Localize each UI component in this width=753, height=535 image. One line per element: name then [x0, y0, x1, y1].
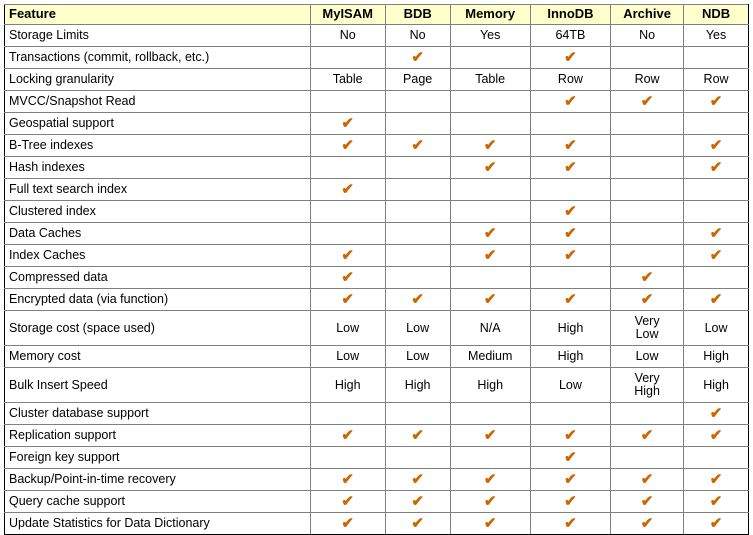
check-icon: [385, 491, 450, 513]
feature-name-cell: B-Tree indexes: [5, 135, 311, 157]
check-icon: [684, 491, 749, 513]
feature-name-cell: Compressed data: [5, 267, 311, 289]
empty-cell: [310, 201, 385, 223]
check-icon: [310, 179, 385, 201]
value-cell: Low: [385, 346, 450, 368]
check-icon: [450, 513, 530, 535]
value-cell: Row: [530, 69, 610, 91]
value-cell: High: [530, 346, 610, 368]
value-line: Very: [634, 370, 660, 385]
check-icon: [310, 491, 385, 513]
value-cell: Yes: [450, 25, 530, 47]
checkmark-glyph: ✔: [709, 136, 723, 154]
checkmark-glyph: ✔: [564, 246, 577, 264]
empty-cell: [530, 113, 610, 135]
check-icon: [450, 289, 530, 311]
table-row: [5, 69, 749, 91]
check-icon: [530, 491, 610, 513]
checkmark-glyph: ✔: [564, 202, 577, 220]
check-icon: [611, 469, 684, 491]
check-icon: [611, 513, 684, 535]
check-icon: [385, 47, 450, 69]
empty-cell: [450, 179, 530, 201]
checkmark-glyph: ✔: [411, 290, 424, 308]
check-icon: [450, 491, 530, 513]
empty-cell: [385, 157, 450, 179]
check-icon: [530, 425, 610, 447]
empty-cell: [684, 179, 749, 201]
checkmark-glyph: ✔: [709, 514, 723, 532]
empty-cell: [450, 403, 530, 425]
empty-cell: [611, 447, 684, 469]
header-row: [5, 5, 749, 25]
check-icon: [450, 157, 530, 179]
value-cell: Table: [310, 69, 385, 91]
column-header-engine-0: MyISAM: [310, 5, 385, 25]
empty-cell: [450, 201, 530, 223]
checkmark-glyph: ✔: [483, 224, 497, 242]
check-icon: [385, 469, 450, 491]
empty-cell: [310, 91, 385, 113]
column-header-engine-2: Memory: [450, 5, 530, 25]
table-row: [5, 403, 749, 425]
value-line: High: [634, 384, 660, 398]
check-icon: [611, 91, 684, 113]
checkmark-glyph: ✔: [483, 514, 497, 532]
check-icon: [684, 157, 749, 179]
check-icon: [684, 469, 749, 491]
empty-cell: [385, 223, 450, 245]
value-cell: Row: [611, 69, 684, 91]
check-icon: [530, 157, 610, 179]
value-cell: Row: [684, 69, 749, 91]
table-header: [5, 5, 749, 25]
value-cell: Low: [310, 346, 385, 368]
empty-cell: [385, 403, 450, 425]
check-icon: [450, 135, 530, 157]
check-icon: [530, 513, 610, 535]
checkmark-glyph: ✔: [564, 48, 577, 66]
checkmark-glyph: ✔: [564, 224, 577, 242]
table-row: [5, 513, 749, 535]
empty-cell: [385, 245, 450, 267]
check-icon: [450, 425, 530, 447]
check-icon: [684, 513, 749, 535]
check-icon: [310, 245, 385, 267]
value-cell: [611, 368, 684, 403]
check-icon: [530, 135, 610, 157]
check-icon: [385, 289, 450, 311]
check-icon: [684, 91, 749, 113]
value-cell: High: [530, 311, 610, 346]
column-header-feature: Feature: [5, 5, 311, 25]
value-cell: Yes: [684, 25, 749, 47]
checkmark-glyph: ✔: [483, 136, 497, 154]
check-icon: [310, 513, 385, 535]
check-icon: [450, 223, 530, 245]
check-icon: [310, 135, 385, 157]
check-icon: [684, 403, 749, 425]
empty-cell: [450, 91, 530, 113]
value-cell: High: [310, 368, 385, 403]
check-icon: [684, 223, 749, 245]
empty-cell: [611, 223, 684, 245]
table-row: [5, 135, 749, 157]
empty-cell: [611, 245, 684, 267]
empty-cell: [450, 447, 530, 469]
empty-cell: [684, 267, 749, 289]
checkmark-glyph: ✔: [564, 290, 577, 308]
feature-name-cell: Memory cost: [5, 346, 311, 368]
empty-cell: [530, 179, 610, 201]
checkmark-glyph: ✔: [564, 448, 577, 466]
table-row: [5, 25, 749, 47]
value-line: Low: [635, 327, 659, 341]
feature-name-cell: Update Statistics for Data Dictionary: [5, 513, 311, 535]
value-cell: Low: [530, 368, 610, 403]
value-cell: No: [611, 25, 684, 47]
table-row: [5, 179, 749, 201]
check-icon: [530, 91, 610, 113]
feature-name-cell: Encrypted data (via function): [5, 289, 311, 311]
check-icon: [310, 267, 385, 289]
check-icon: [310, 289, 385, 311]
table-row: [5, 447, 749, 469]
table-row: [5, 113, 749, 135]
checkmark-glyph: ✔: [564, 136, 577, 154]
checkmark-glyph: ✔: [640, 92, 654, 110]
checkmark-glyph: ✔: [411, 514, 424, 532]
check-icon: [385, 135, 450, 157]
check-icon: [611, 491, 684, 513]
empty-cell: [611, 179, 684, 201]
checkmark-glyph: ✔: [709, 92, 723, 110]
column-header-engine-5: NDB: [684, 5, 749, 25]
check-icon: [530, 289, 610, 311]
check-icon: [611, 289, 684, 311]
table-row: [5, 267, 749, 289]
checkmark-glyph: ✔: [411, 492, 424, 510]
feature-name-cell: Data Caches: [5, 223, 311, 245]
feature-name-cell: Full text search index: [5, 179, 311, 201]
table-row: [5, 311, 749, 346]
table-row: [5, 91, 749, 113]
table-row: [5, 245, 749, 267]
table-row: [5, 469, 749, 491]
value-cell: [611, 311, 684, 346]
check-icon: [450, 469, 530, 491]
check-icon: [684, 245, 749, 267]
feature-name-cell: MVCC/Snapshot Read: [5, 91, 311, 113]
check-icon: [530, 447, 610, 469]
table-row: [5, 425, 749, 447]
value-cell: Low: [310, 311, 385, 346]
table-row: [5, 368, 749, 403]
check-icon: [684, 425, 749, 447]
feature-name-cell: Storage Limits: [5, 25, 311, 47]
checkmark-glyph: ✔: [411, 48, 424, 66]
empty-cell: [385, 201, 450, 223]
value-cell: Page: [385, 69, 450, 91]
empty-cell: [611, 157, 684, 179]
feature-name-cell: Bulk Insert Speed: [5, 368, 311, 403]
checkmark-glyph: ✔: [709, 290, 723, 308]
check-icon: [530, 47, 610, 69]
check-icon: [450, 245, 530, 267]
value-cell: No: [310, 25, 385, 47]
column-header-engine-1: BDB: [385, 5, 450, 25]
table-row: [5, 157, 749, 179]
feature-name-cell: Backup/Point-in-time recovery: [5, 469, 311, 491]
table-row: [5, 289, 749, 311]
value-cell: N/A: [450, 311, 530, 346]
checkmark-glyph: ✔: [341, 470, 354, 488]
empty-cell: [530, 267, 610, 289]
empty-cell: [611, 47, 684, 69]
checkmark-glyph: ✔: [483, 470, 497, 488]
empty-cell: [611, 201, 684, 223]
check-icon: [310, 469, 385, 491]
empty-cell: [385, 113, 450, 135]
check-icon: [310, 425, 385, 447]
check-icon: [684, 135, 749, 157]
feature-name-cell: Storage cost (space used): [5, 311, 311, 346]
empty-cell: [310, 447, 385, 469]
checkmark-glyph: ✔: [640, 514, 654, 532]
empty-cell: [310, 157, 385, 179]
checkmark-glyph: ✔: [341, 268, 354, 286]
empty-cell: [310, 403, 385, 425]
checkmark-glyph: ✔: [483, 246, 497, 264]
table-body: [5, 25, 749, 535]
empty-cell: [611, 403, 684, 425]
checkmark-glyph: ✔: [709, 246, 723, 264]
checkmark-glyph: ✔: [483, 290, 497, 308]
check-icon: [385, 513, 450, 535]
value-cell: Medium: [450, 346, 530, 368]
checkmark-glyph: ✔: [564, 470, 577, 488]
feature-name-cell: Foreign key support: [5, 447, 311, 469]
checkmark-glyph: ✔: [341, 426, 354, 444]
feature-name-cell: Index Caches: [5, 245, 311, 267]
empty-cell: [530, 403, 610, 425]
checkmark-glyph: ✔: [709, 404, 723, 422]
feature-name-cell: Geospatial support: [5, 113, 311, 135]
table-row: [5, 491, 749, 513]
table-row: [5, 201, 749, 223]
value-cell: High: [684, 368, 749, 403]
empty-cell: [684, 47, 749, 69]
check-icon: [385, 425, 450, 447]
checkmark-glyph: ✔: [709, 158, 723, 176]
value-cell: High: [450, 368, 530, 403]
value-cell: High: [684, 346, 749, 368]
checkmark-glyph: ✔: [341, 492, 354, 510]
empty-cell: [450, 267, 530, 289]
feature-name-cell: Clustered index: [5, 201, 311, 223]
check-icon: [530, 245, 610, 267]
checkmark-glyph: ✔: [411, 470, 424, 488]
checkmark-glyph: ✔: [483, 492, 497, 510]
empty-cell: [611, 113, 684, 135]
check-icon: [611, 425, 684, 447]
checkmark-glyph: ✔: [564, 426, 577, 444]
checkmark-glyph: ✔: [411, 426, 424, 444]
checkmark-glyph: ✔: [483, 158, 497, 176]
value-cell: Low: [385, 311, 450, 346]
column-header-engine-3: InnoDB: [530, 5, 610, 25]
empty-cell: [450, 47, 530, 69]
checkmark-glyph: ✔: [341, 180, 354, 198]
feature-name-cell: Locking granularity: [5, 69, 311, 91]
feature-name-cell: Cluster database support: [5, 403, 311, 425]
checkmark-glyph: ✔: [341, 290, 354, 308]
checkmark-glyph: ✔: [564, 158, 577, 176]
value-cell: Table: [450, 69, 530, 91]
empty-cell: [310, 47, 385, 69]
check-icon: [310, 113, 385, 135]
empty-cell: [310, 223, 385, 245]
checkmark-glyph: ✔: [564, 492, 577, 510]
value-cell: Low: [684, 311, 749, 346]
table-row: [5, 223, 749, 245]
checkmark-glyph: ✔: [564, 92, 577, 110]
value-cell: Low: [611, 346, 684, 368]
table-row: [5, 47, 749, 69]
checkmark-glyph: ✔: [709, 470, 723, 488]
checkmark-glyph: ✔: [411, 136, 424, 154]
checkmark-glyph: ✔: [709, 426, 723, 444]
empty-cell: [385, 91, 450, 113]
value-cell: High: [385, 368, 450, 403]
checkmark-glyph: ✔: [640, 268, 654, 286]
checkmark-glyph: ✔: [341, 246, 354, 264]
checkmark-glyph: ✔: [564, 514, 577, 532]
check-icon: [684, 289, 749, 311]
empty-cell: [684, 113, 749, 135]
feature-name-cell: Query cache support: [5, 491, 311, 513]
check-icon: [530, 223, 610, 245]
checkmark-glyph: ✔: [341, 114, 354, 132]
checkmark-glyph: ✔: [640, 426, 654, 444]
checkmark-glyph: ✔: [640, 470, 654, 488]
empty-cell: [385, 267, 450, 289]
checkmark-glyph: ✔: [341, 136, 354, 154]
column-header-engine-4: Archive: [611, 5, 684, 25]
table-row: [5, 346, 749, 368]
value-cell: No: [385, 25, 450, 47]
checkmark-glyph: ✔: [640, 290, 654, 308]
checkmark-glyph: ✔: [483, 426, 497, 444]
check-icon: [530, 469, 610, 491]
feature-name-cell: Transactions (commit, rollback, etc.): [5, 47, 311, 69]
feature-name-cell: Replication support: [5, 425, 311, 447]
value-line: Very: [634, 313, 660, 328]
checkmark-glyph: ✔: [341, 514, 354, 532]
empty-cell: [611, 135, 684, 157]
empty-cell: [385, 447, 450, 469]
empty-cell: [450, 113, 530, 135]
checkmark-glyph: ✔: [640, 492, 654, 510]
checkmark-glyph: ✔: [709, 224, 723, 242]
check-icon: [530, 201, 610, 223]
check-icon: [611, 267, 684, 289]
feature-name-cell: Hash indexes: [5, 157, 311, 179]
checkmark-glyph: ✔: [709, 492, 723, 510]
empty-cell: [684, 201, 749, 223]
feature-comparison-table: [4, 4, 749, 535]
value-cell: 64TB: [530, 25, 610, 47]
empty-cell: [385, 179, 450, 201]
empty-cell: [684, 447, 749, 469]
